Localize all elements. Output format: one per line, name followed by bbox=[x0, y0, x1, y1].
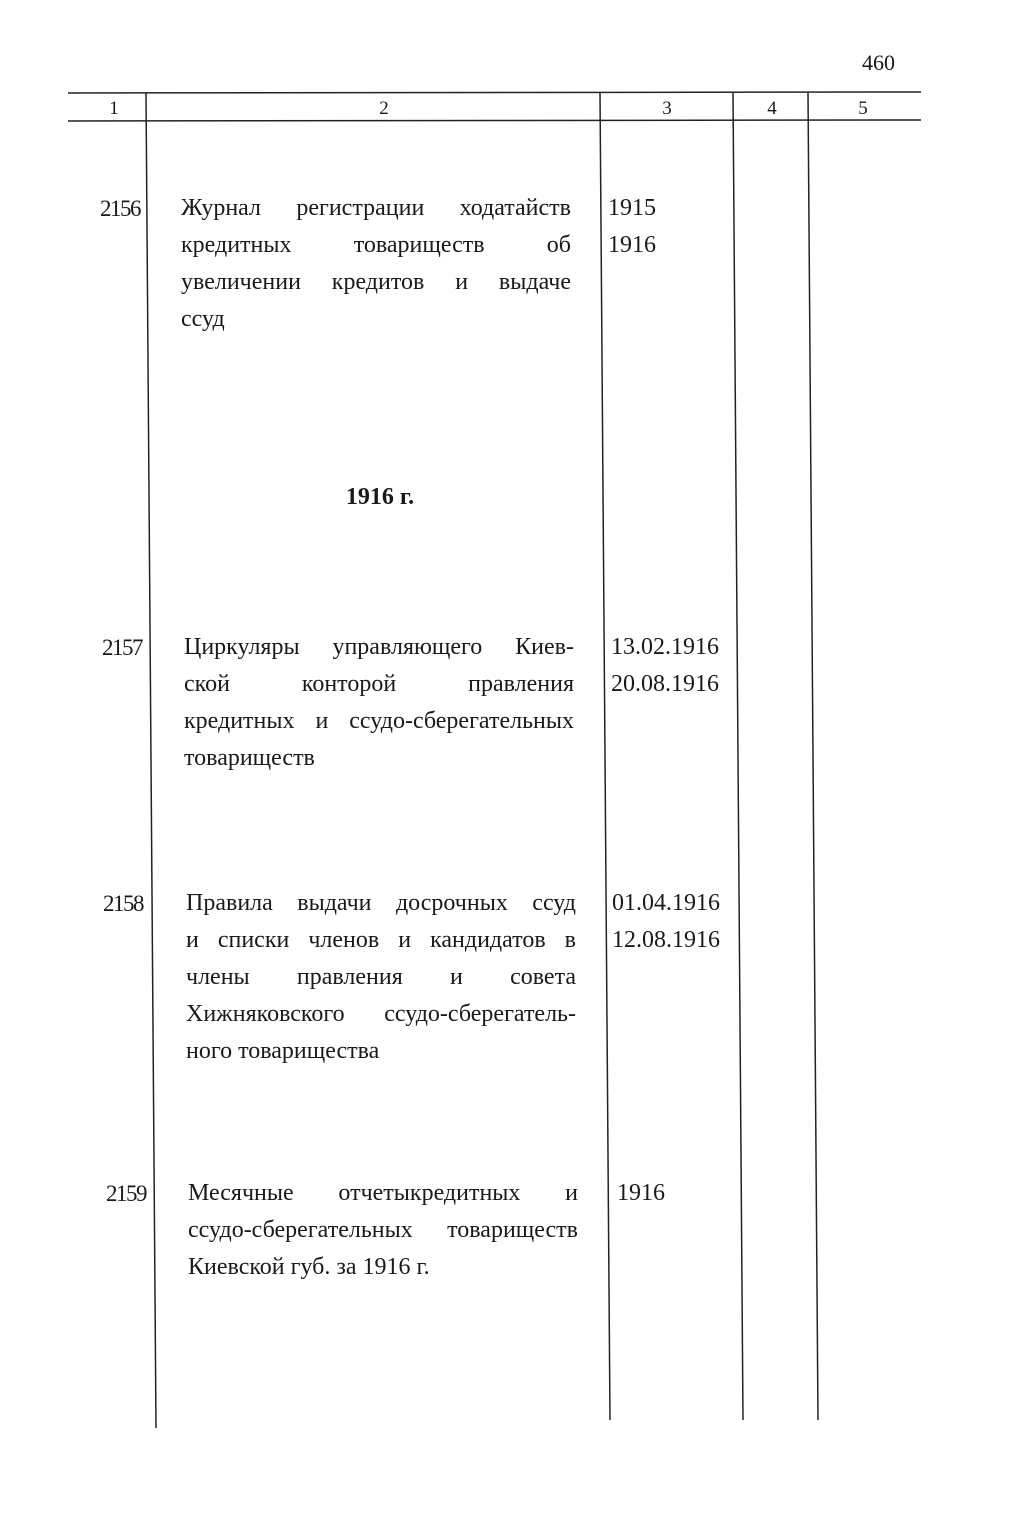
description-line: и списки членов и кандидатов в bbox=[186, 927, 576, 953]
column-header-5: 5 bbox=[858, 98, 868, 119]
description-line: увеличении кредитов и выдаче bbox=[181, 269, 571, 295]
description-line: Журнал регистрации ходатайств bbox=[181, 195, 571, 221]
entry-number: 2158 bbox=[103, 891, 143, 916]
description-line: кредитных товариществ об bbox=[181, 232, 571, 258]
entry-description bbox=[181, 190, 571, 338]
description-line: ного товарищества bbox=[186, 1038, 380, 1064]
column-header-1: 1 bbox=[109, 98, 119, 119]
description-line: кредитных и ссудо-сберегательных bbox=[184, 708, 574, 734]
page-number: 460 bbox=[862, 50, 895, 75]
description-line: Циркуляры управляющего Киев- bbox=[184, 634, 574, 660]
entry-dates bbox=[611, 629, 719, 703]
entry-number: 2157 bbox=[102, 635, 142, 660]
description-line: члены правления и совета bbox=[186, 964, 576, 990]
date: 01.04.1916 bbox=[612, 890, 720, 916]
column-header-4: 4 bbox=[767, 98, 777, 119]
entry-dates bbox=[617, 1175, 665, 1212]
entry-description bbox=[186, 885, 576, 1070]
description-line: ссудо-сберегательных товариществ bbox=[188, 1217, 578, 1243]
date: 13.02.1916 bbox=[611, 634, 719, 660]
description-line: Правила выдачи досрочных ссуд bbox=[186, 890, 576, 916]
entry-dates bbox=[612, 885, 720, 959]
column-header-2: 2 bbox=[379, 98, 389, 119]
date: 1916 bbox=[617, 1180, 665, 1206]
date: 1915 bbox=[608, 195, 656, 221]
section-heading: 1916 г. bbox=[345, 484, 415, 510]
description-line: Месячные отчетыкредитных и bbox=[188, 1180, 578, 1206]
description-line: товариществ bbox=[184, 745, 315, 771]
entry-description bbox=[188, 1175, 578, 1286]
date: 12.08.1916 bbox=[612, 927, 720, 953]
entry-number: 2159 bbox=[106, 1181, 146, 1206]
description-line: ской конторой правления bbox=[184, 671, 574, 697]
date: 1916 bbox=[608, 232, 656, 258]
description-line: Хижняковского ссудо-сберегатель- bbox=[186, 1001, 576, 1027]
entry-description bbox=[184, 629, 574, 777]
description-line: ссуд bbox=[181, 306, 225, 332]
date: 20.08.1916 bbox=[611, 671, 719, 697]
column-header-3: 3 bbox=[662, 98, 672, 119]
entry-dates bbox=[608, 190, 656, 264]
description-line: Киевской губ. за 1916 г. bbox=[188, 1254, 430, 1280]
entry-number: 2156 bbox=[100, 196, 140, 221]
